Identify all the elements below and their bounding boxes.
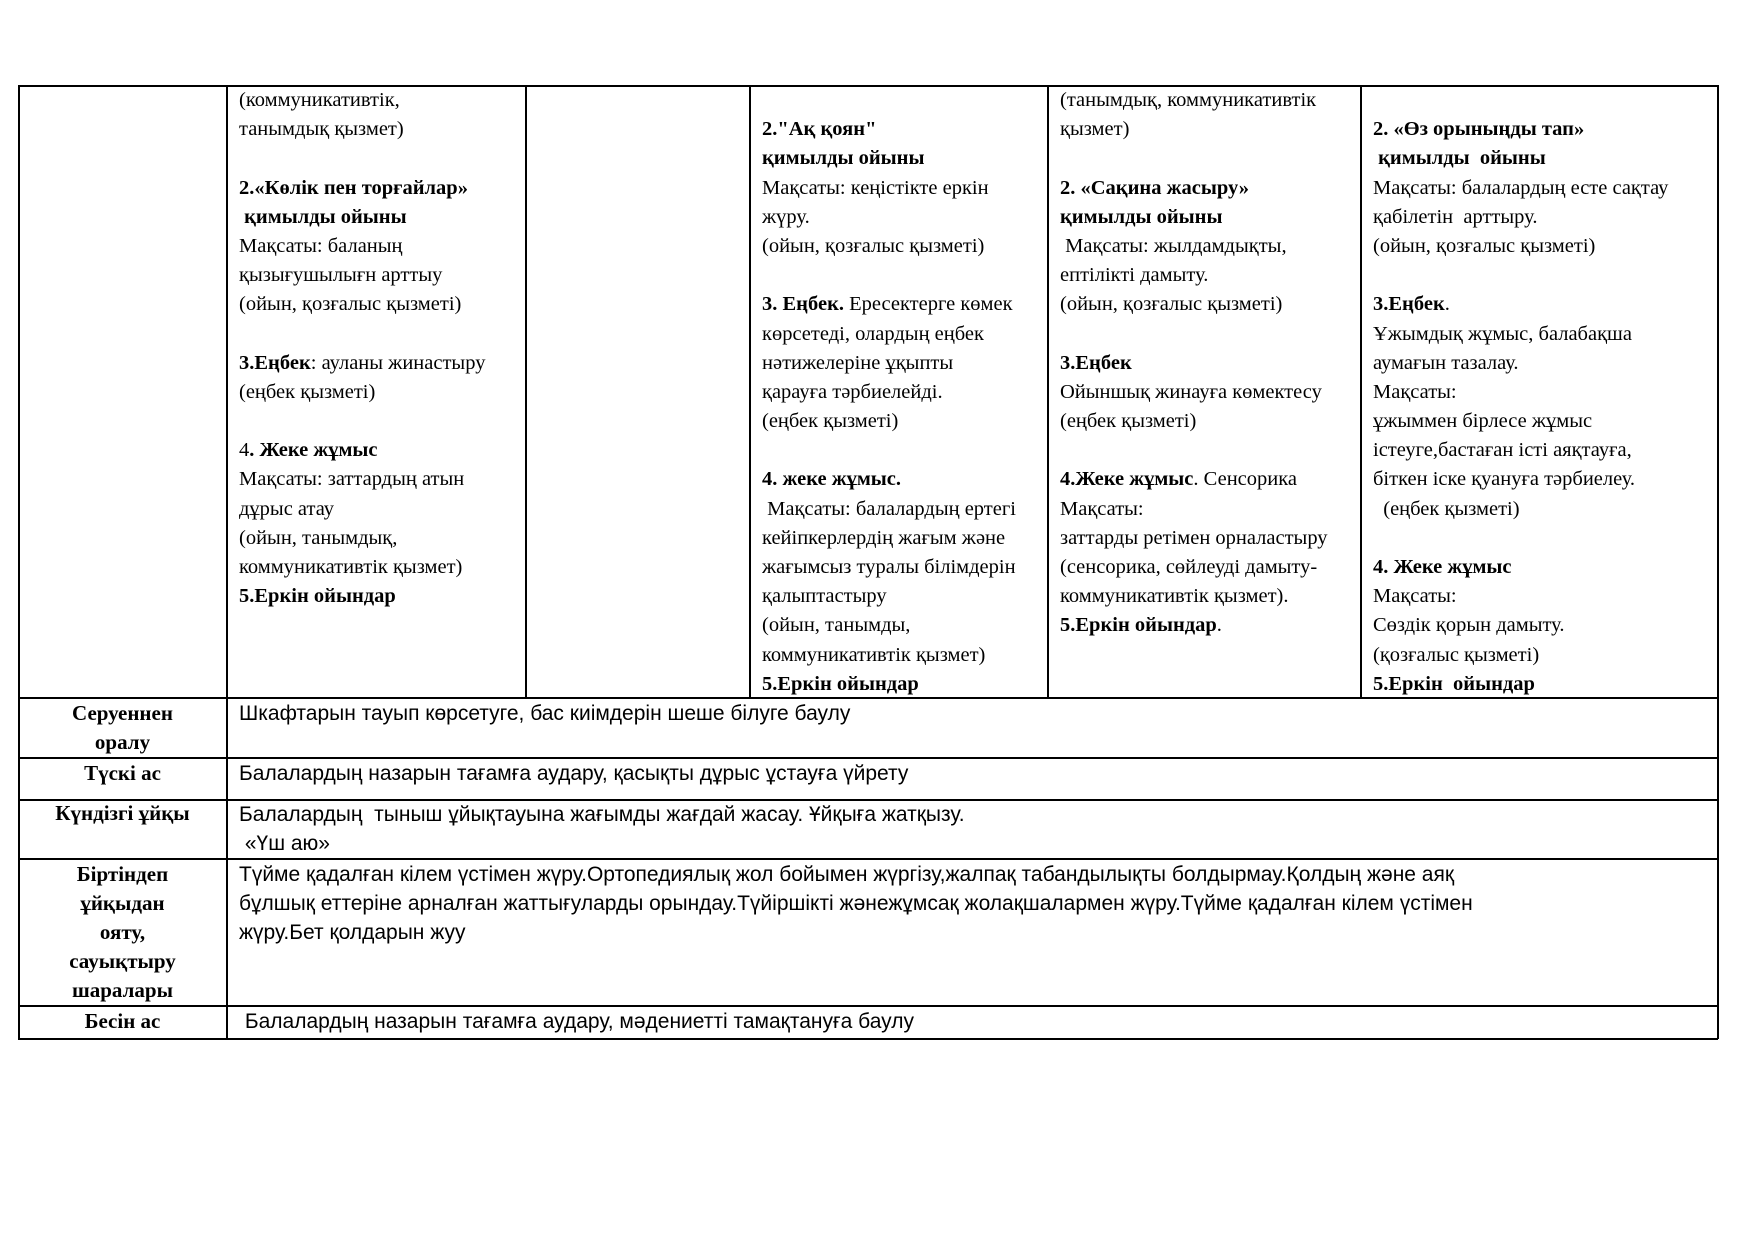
cell-line bbox=[1373, 611, 1716, 640]
routine-text-nap: Балалардың тыныш ұйықтауына жағымды жағдай жасау. Ұйқыға жатқызу. «Үш аю» bbox=[239, 803, 965, 856]
routine-text-wake-up: Түйме қадалған кілем үстімен жүру.Ортопедиялық жол бойымен жүргізу,жалпақ табандылықты болдырмау.Қолдың және аяқ бұлшық еттеріне арналған жаттығуларды орындау.Түйіршікті жәнежұмсақ жолақшалармен жүру.Түйме қадалған кілем үстімен жүру.Бет қолдарын жуу bbox=[239, 863, 1473, 945]
text-run: коммуникативтік қызмет) bbox=[762, 643, 986, 666]
text-run: 2.«Көлік пен торғайлар» bbox=[239, 176, 468, 199]
text-run: істеуге,бастаған істі аяқтауға, bbox=[1373, 439, 1632, 462]
text-run: : ауланы жинастыру bbox=[310, 351, 486, 374]
cell-line bbox=[1060, 203, 1359, 232]
cell-line bbox=[1373, 553, 1716, 582]
cell-line bbox=[1060, 232, 1359, 261]
cell-line bbox=[1373, 232, 1716, 261]
cell-line bbox=[1373, 495, 1716, 524]
cell-line bbox=[1060, 86, 1359, 115]
text-run: заттарды ретімен орналастыру bbox=[1060, 526, 1328, 549]
cell-line bbox=[1060, 290, 1359, 319]
cell-line bbox=[239, 86, 524, 115]
cell-line bbox=[1373, 378, 1716, 407]
cell-line bbox=[1060, 582, 1359, 611]
cell-line bbox=[1373, 174, 1716, 203]
text-run: қалыптастыру bbox=[762, 585, 887, 608]
text-run: Ойыншық жинауға көмектесу bbox=[1060, 380, 1322, 403]
text-run: қызығушылығн арттыу bbox=[239, 264, 443, 287]
text-run: (ойын, қозғалыс қызметі) bbox=[239, 293, 462, 316]
text-run: . Сенсорика bbox=[1193, 468, 1297, 491]
text-run: кейіпкерлердің жағым және bbox=[762, 526, 1006, 549]
text-run: Мақсаты: заттардың атын bbox=[239, 468, 465, 491]
text-run: (қозғалыс қызметі) bbox=[1373, 643, 1540, 666]
grid-line bbox=[749, 85, 751, 698]
text-run: аумағын тазалау. bbox=[1373, 351, 1519, 374]
cell-line bbox=[1060, 465, 1359, 494]
text-run: қабілетін арттыру. bbox=[1373, 205, 1538, 228]
cell-line bbox=[1373, 465, 1716, 494]
cell-line bbox=[239, 174, 524, 203]
cell-line bbox=[239, 261, 524, 290]
text-run: . Жеке жұмыс bbox=[249, 439, 378, 462]
grid-line bbox=[18, 1038, 1718, 1040]
text-run: (еңбек қызметі) bbox=[1060, 410, 1197, 433]
cell-line bbox=[1060, 378, 1359, 407]
cell-line bbox=[762, 582, 1046, 611]
cell-line bbox=[239, 407, 524, 436]
text-run: ептілікті дамыту. bbox=[1060, 264, 1209, 287]
cell-line bbox=[762, 611, 1046, 640]
cell-line bbox=[239, 553, 524, 582]
text-run: 3.Еңбек bbox=[1060, 351, 1132, 374]
cell-line bbox=[1373, 524, 1716, 553]
cell-line bbox=[762, 290, 1046, 319]
cell-line bbox=[239, 524, 524, 553]
routine-label-nap: Күндізгі ұйқы bbox=[55, 801, 190, 825]
cell-line bbox=[239, 378, 524, 407]
text-run: қимылды ойыны bbox=[1373, 147, 1546, 170]
plan-cell-col4 bbox=[762, 86, 1046, 697]
cell-line bbox=[239, 349, 524, 378]
cell-line bbox=[762, 320, 1046, 349]
text-run: 5.Еркін ойындар bbox=[239, 585, 396, 608]
text-run: танымдық қызмет) bbox=[239, 118, 404, 141]
plan-cell-col2 bbox=[239, 86, 524, 697]
text-run: (ойын, танымды, bbox=[762, 614, 911, 637]
text-run: (еңбек қызметі) bbox=[762, 410, 899, 433]
cell-line bbox=[762, 203, 1046, 232]
text-run: жүру. bbox=[762, 205, 810, 228]
cell-line bbox=[762, 407, 1046, 436]
cell-line bbox=[1373, 290, 1716, 319]
text-run: Мақсаты: bbox=[1373, 380, 1457, 403]
routine-text-lunch: Балалардың назарын тағамға аудару, қасықты дұрыс ұстауға үйрету bbox=[239, 762, 909, 785]
text-run: қызмет) bbox=[1060, 118, 1130, 141]
text-run: біткен іске қуануға тәрбиелеу. bbox=[1373, 468, 1636, 491]
plan-cell-col3 bbox=[527, 86, 748, 697]
text-run: нәтижелеріне ұқыпты bbox=[762, 351, 954, 374]
routine-label-lunch: Түскі ас bbox=[84, 761, 161, 785]
text-run: Сөздік қорын дамыту. bbox=[1373, 614, 1565, 637]
cell-line bbox=[239, 115, 524, 144]
cell-line bbox=[1060, 611, 1359, 640]
cell-line bbox=[1373, 670, 1716, 697]
text-run: Мақсаты: балалардың есте сақтау bbox=[1373, 176, 1669, 199]
text-run: ұжыммен бірлесе жұмыс bbox=[1373, 410, 1593, 433]
plan-cell-col5 bbox=[1060, 86, 1359, 697]
cell-line bbox=[239, 495, 524, 524]
text-run: (ойын, қозғалыс қызметі) bbox=[762, 234, 985, 257]
routine-text-afternoon-snack: Балалардың назарын тағамға аудару, мәдениетті тамақтануға баулу bbox=[239, 1010, 914, 1033]
text-run: . bbox=[1216, 614, 1222, 637]
text-run: 2."Ақ қоян" bbox=[762, 118, 877, 141]
text-run: (ойын, қозғалыс қызметі) bbox=[1373, 234, 1596, 257]
cell-line bbox=[1060, 144, 1359, 173]
text-run: 2. «Сақина жасыру» bbox=[1060, 176, 1249, 199]
text-run: Мақсаты: кеңістікте еркін bbox=[762, 176, 989, 199]
plan-cell-col6 bbox=[1373, 86, 1716, 697]
grid-line bbox=[1717, 85, 1719, 1039]
cell-line bbox=[1373, 641, 1716, 670]
text-run: 2. «Өз орыныңды тап» bbox=[1373, 118, 1585, 141]
text-run: Мақсаты: балалардың ертегі bbox=[762, 497, 1016, 520]
cell-line bbox=[1060, 495, 1359, 524]
text-run: . bbox=[1444, 293, 1450, 316]
routine-label-return-from-walk: Серуеннен оралу bbox=[72, 701, 173, 754]
cell-line bbox=[1373, 261, 1716, 290]
text-run: 3.Еңбек bbox=[1373, 293, 1445, 316]
grid-line bbox=[1047, 85, 1049, 698]
text-run: (танымдық, коммуникативтік bbox=[1060, 89, 1317, 111]
text-run: (ойын, танымдық, bbox=[239, 526, 398, 549]
text-run: көрсетеді, олардың еңбек bbox=[762, 322, 984, 345]
routine-text-return-from-walk: Шкафтарын тауып көрсетуге, бас киімдерін шеше білуге баулу bbox=[239, 702, 851, 725]
text-run: Ұжымдық жұмыс, балабақша bbox=[1373, 322, 1632, 345]
text-run: (ойын, қозғалыс қызметі) bbox=[1060, 293, 1283, 316]
cell-line bbox=[239, 290, 524, 319]
text-run: 4 bbox=[239, 439, 250, 462]
text-run: (еңбек қызметі) bbox=[239, 380, 376, 403]
cell-line bbox=[762, 349, 1046, 378]
cell-line bbox=[239, 465, 524, 494]
cell-line bbox=[1373, 349, 1716, 378]
text-run: (сенсорика, сөйлеуді дамыту- bbox=[1060, 556, 1318, 578]
text-run: Ересектерге көмек bbox=[844, 293, 1013, 316]
text-run: 3.Еңбек bbox=[239, 351, 311, 374]
cell-line bbox=[762, 436, 1046, 465]
routine-label-afternoon-snack: Бесін ас bbox=[84, 1009, 161, 1033]
cell-line bbox=[1373, 407, 1716, 436]
cell-line bbox=[239, 144, 524, 173]
cell-line bbox=[762, 495, 1046, 524]
cell-line bbox=[1060, 407, 1359, 436]
cell-line bbox=[239, 582, 524, 611]
cell-line bbox=[239, 232, 524, 261]
cell-line bbox=[762, 115, 1046, 144]
cell-line bbox=[1373, 320, 1716, 349]
cell-line bbox=[1373, 144, 1716, 173]
cell-line bbox=[1373, 582, 1716, 611]
text-run: 5.Еркін ойындар bbox=[1060, 614, 1217, 637]
text-run: Мақсаты: жылдамдықты, bbox=[1060, 234, 1287, 257]
text-run: Мақсаты: баланың bbox=[239, 234, 403, 257]
text-run: қимылды ойыны bbox=[239, 205, 407, 228]
cell-line bbox=[1373, 436, 1716, 465]
cell-line bbox=[1060, 436, 1359, 465]
text-run: Мақсаты: bbox=[1060, 497, 1144, 520]
cell-line bbox=[762, 465, 1046, 494]
cell-line bbox=[239, 203, 524, 232]
text-run: 4. Жеке жұмыс bbox=[1373, 556, 1512, 578]
text-run: (коммуникативтік, bbox=[239, 89, 400, 111]
cell-line bbox=[239, 436, 524, 465]
cell-line bbox=[1060, 349, 1359, 378]
text-run: Мақсаты: bbox=[1373, 585, 1457, 608]
cell-line bbox=[762, 378, 1046, 407]
cell-line bbox=[762, 553, 1046, 582]
text-run: қимылды ойыны bbox=[1060, 205, 1223, 228]
cell-line bbox=[1060, 320, 1359, 349]
cell-line bbox=[762, 670, 1046, 697]
text-run: (еңбек қызметі) bbox=[1373, 497, 1520, 520]
cell-line bbox=[1373, 86, 1716, 115]
cell-line bbox=[762, 524, 1046, 553]
cell-line bbox=[762, 86, 1046, 115]
text-run: қимылды ойыны bbox=[762, 147, 925, 170]
text-run: 5.Еркін ойындар bbox=[1373, 672, 1535, 695]
cell-line bbox=[1060, 553, 1359, 582]
cell-line bbox=[1373, 203, 1716, 232]
cell-line bbox=[762, 641, 1046, 670]
text-run: 3. Еңбек. bbox=[762, 293, 844, 316]
cell-line bbox=[1373, 115, 1716, 144]
text-run: дұрыс атау bbox=[239, 497, 335, 520]
cell-line bbox=[1060, 261, 1359, 290]
cell-line bbox=[1060, 115, 1359, 144]
cell-line bbox=[762, 144, 1046, 173]
text-run: 4. жеке жұмыс. bbox=[762, 468, 902, 491]
cell-line bbox=[762, 174, 1046, 203]
text-run: қарауға тәрбиелейді. bbox=[762, 380, 943, 403]
text-run: жағымсыз туралы білімдерін bbox=[762, 556, 1016, 578]
cell-line bbox=[239, 320, 524, 349]
cell-line bbox=[1060, 174, 1359, 203]
grid-line bbox=[1360, 85, 1362, 698]
plan-cell-col1 bbox=[20, 86, 225, 697]
text-run: 4.Жеке жұмыс bbox=[1060, 468, 1194, 491]
cell-line bbox=[762, 261, 1046, 290]
text-run: коммуникативтік қызмет) bbox=[239, 556, 463, 578]
text-run: 5.Еркін ойындар bbox=[762, 672, 919, 695]
cell-line bbox=[1060, 524, 1359, 553]
grid-line bbox=[226, 85, 228, 1039]
routine-label-wake-up: Біртіндеп ұйқыдан ояту, сауықтыру шаралары bbox=[69, 862, 176, 1002]
cell-line bbox=[762, 232, 1046, 261]
text-run: коммуникативтік қызмет). bbox=[1060, 585, 1289, 608]
